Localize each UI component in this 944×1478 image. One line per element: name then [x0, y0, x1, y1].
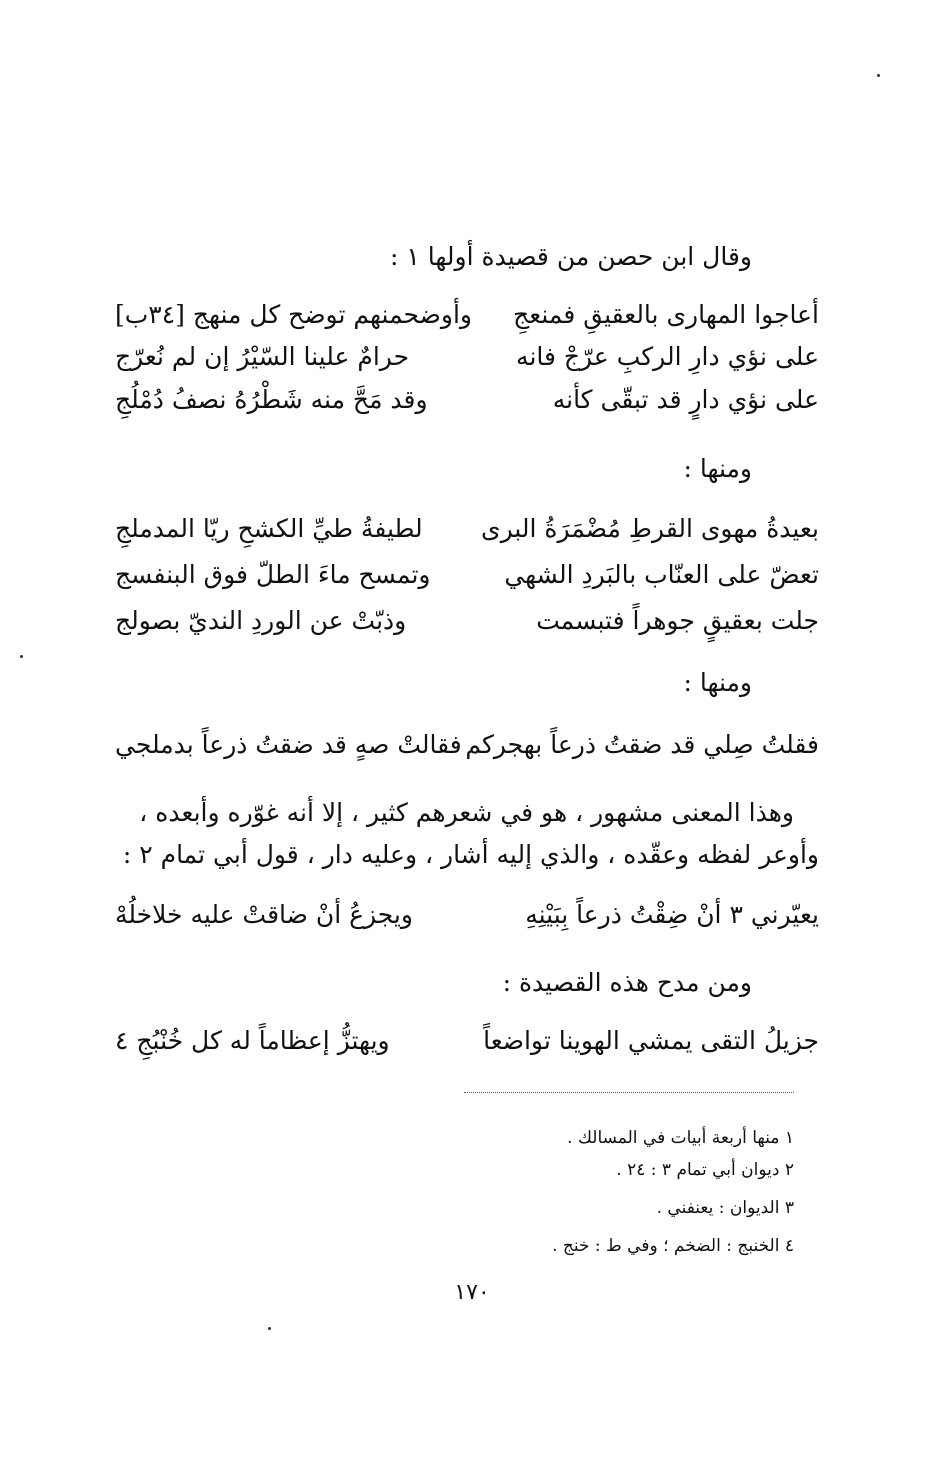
verse-line [115, 604, 819, 638]
verse-first-hemistich: على نؤي دارٍ قد تبقّى كأنه [552, 385, 819, 414]
verse-second-hemistich: وقد مَحَّ منه شَطْرُهُ نصفُ دُمْلُجِ [115, 385, 428, 414]
prose-line: وهذا المعنى مشهور ، هو في شعرهم كثير ، إلا أنه غوّره وأبعده ، [139, 798, 794, 827]
footnote: ١ منها أربعة أبيات في المسالك . [567, 1128, 794, 1148]
verse-line [115, 558, 819, 592]
verse-second-hemistich: وذبّتْ عن الوردِ النديّ بصولج [115, 606, 407, 635]
verse-second-hemistich: لطيفةُ طيِّ الكشحِ ريّا المدملجِ [115, 514, 423, 543]
footnote: ٣ الديوان : يعنفني . [656, 1198, 794, 1218]
verse-first-hemistich: بعيدةُ مهوى القرطِ مُضْمَرَةُ البرى [481, 514, 819, 543]
verse-line [115, 728, 819, 762]
verse-first-hemistich: يعيّرني ٣ أنْ ضِقْتُ ذرعاً بِبَيْنِهِ [525, 900, 819, 929]
verse-second-hemistich: وأوضحمنهم توضح كل منهج [٣٤ب] [115, 300, 472, 329]
verse-first-hemistich: جلت بعقيقٍ جوهراً فتبسمت [536, 606, 819, 635]
footnote-separator [464, 1092, 794, 1093]
verse-line [115, 898, 819, 932]
section-label: ومنها : [683, 668, 752, 697]
verse-second-hemistich: حرامٌ علينا السّيْرُ إن لم نُعرّج [115, 342, 410, 371]
verse-first-hemistich: فقلتُ صِلي قد ضقتُ ذرعاً بهجركم [465, 730, 819, 759]
prose-line: وأوعر لفظه وعقّده ، والذي إليه أشار ، وعليه دار ، قول أبي تمام ٢ : [122, 840, 819, 869]
verse-first-hemistich: على نؤي دارِ الركبِ عرّجْ فانه [516, 342, 819, 371]
page-number: ١٧٠ [454, 1280, 490, 1305]
verse-line [115, 340, 819, 374]
section-label: ومنها : [683, 454, 752, 483]
scan-speck [20, 655, 23, 658]
verse-second-hemistich: فقالتْ صهٍ قد ضقتُ ذرعاً بدملجي [115, 730, 462, 759]
verse-second-hemistich: ويجزعُ أنْ ضاقتْ عليه خلاخلُهْ [115, 900, 413, 929]
verse-second-hemistich: وتمسح ماءَ الطلّ فوق البنفسج [115, 560, 431, 589]
verse-line [115, 1024, 819, 1058]
intro-line: وقال ابن حصن من قصيدة أولها ١ : [390, 242, 752, 271]
verse-first-hemistich: جزيلُ التقى يمشي الهوينا تواضعاً [483, 1026, 819, 1055]
footnote: ٢ ديوان أبي تمام ٣ : ٢٤ . [616, 1160, 794, 1180]
scan-speck [268, 1327, 271, 1330]
verse-first-hemistich: تعضّ على العنّاب بالبَردِ الشهي [504, 560, 819, 589]
verse-line [115, 383, 819, 417]
verse-second-hemistich: ويهتزُّ إعظاماً له كل خُنْبُجِ ٤ [115, 1026, 390, 1055]
scan-speck [877, 74, 880, 77]
verse-line [115, 512, 819, 546]
section-label: ومن مدح هذه القصيدة : [502, 968, 752, 997]
verse-first-hemistich: أعاجوا المهارى بالعقيقِ فمنعجِ [513, 300, 819, 329]
footnote: ٤ الخنبج : الضخم ؛ وفي ط : خنج . [552, 1236, 794, 1256]
verse-line [115, 298, 819, 332]
